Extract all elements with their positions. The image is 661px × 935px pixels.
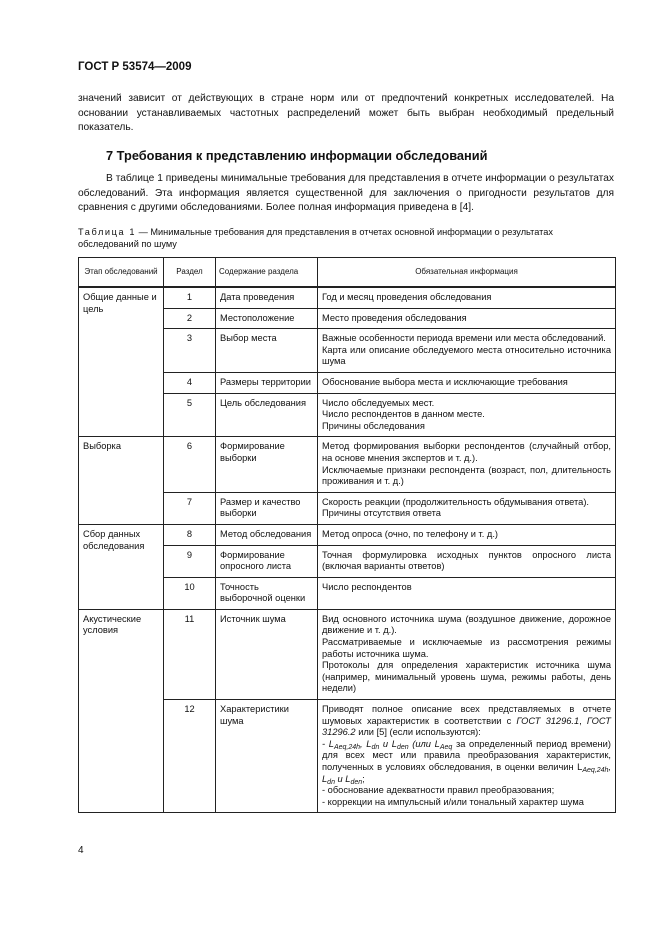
requirements-table — [78, 257, 616, 813]
section-number: 6 — [164, 437, 216, 492]
table-caption-text: — Минимальные требования для представления в отчетах основной информации о результатах обследований по шуму — [78, 227, 553, 250]
table-caption — [78, 226, 614, 250]
section-number: 8 — [164, 524, 216, 545]
header-info: Обязательная информация — [318, 258, 616, 288]
required-info: Обоснование выбора места и исключающие требования — [318, 372, 616, 393]
section-content: Метод обследования — [216, 524, 318, 545]
table-row — [79, 524, 616, 545]
required-info: Скорость реакции (продолжительность обдумывания ответа). Причины отсутствия ответа — [318, 492, 616, 524]
stage-cell: Сбор данных обследования — [79, 524, 164, 609]
required-info: Число респондентов — [318, 577, 616, 609]
required-info: Метод формирования выборки респондентов (случайный отбор, на основе мнения экспертов и т. д.). Исключаемые признаки респондента (возраст, пол, длительность проживания и т. д.) — [318, 437, 616, 492]
section-number: 10 — [164, 577, 216, 609]
section-content: Местоположение — [216, 308, 318, 329]
section-content: Характеристики шума — [216, 700, 318, 813]
section-title: 7 Требования к представлению информации обследований — [106, 148, 488, 163]
section-content: Точность выборочной оценки — [216, 577, 318, 609]
stage-cell: Выборка — [79, 437, 164, 525]
section-content: Размер и качество выборки — [216, 492, 318, 524]
table-row — [79, 609, 616, 699]
section-content: Размеры территории — [216, 372, 318, 393]
section-content: Формирование выборки — [216, 437, 318, 492]
intro-paragraph: значений зависит от действующих в стране норм или от предпочтений конкретных исследователей. На основании устанавливаемых частотных распределений может быть выбран необходимый предельный показатель. — [78, 93, 614, 134]
table-header-row — [79, 258, 616, 288]
required-info: Метод опроса (очно, по телефону и т. д.) — [318, 524, 616, 545]
page-number: 4 — [78, 845, 84, 856]
section-content: Источник шума — [216, 609, 318, 699]
required-info: Точная формулировка исходных пунктов опросного листа (включая варианты ответов) — [318, 545, 616, 577]
section-number: 9 — [164, 545, 216, 577]
header-content: Содержание раздела — [216, 258, 318, 288]
header-stage: Этап обследований — [79, 258, 164, 288]
stage-cell: Общие данные и цель — [79, 287, 164, 437]
section-number: 5 — [164, 393, 216, 437]
required-info: Год и месяц проведения обследования — [318, 287, 616, 308]
section-number: 11 — [164, 609, 216, 699]
required-info: Вид основного источника шума (воздушное движение, дорожное движение и т. д.). Рассматриваемые и исключаемые из рассмотрения режимы работы источника шума. Протоколы для определения характеристик источника шума (например, минимальный уровень шума, режимы работы, день недели) — [318, 609, 616, 699]
section-number: 4 — [164, 372, 216, 393]
required-info: Приводят полное описание всех представляемых в отчете шумовых характеристик в соответствии с ГОСТ 31296.1, ГОСТ 31296.2 или [5] (если используются): - $L_{Aeq,24h}$, $L_{dn}$ и $L_{den}$ (или $L_{Aeq}$ за определенный период времени) для всех мест или правила преобразования характеристик, полученных в условиях обследования, в оценки величин $L_{Aeq,24h}$, $L_{dn}$ и $L_{den}$; - обоснование адекватности правил преобразования; - коррекции на импульсный и/или тональный характер шума — [318, 700, 616, 813]
section-content: Цель обследования — [216, 393, 318, 437]
section-number: 3 — [164, 329, 216, 373]
section-number: 2 — [164, 308, 216, 329]
required-info: Число обследуемых мест. Число респондентов в данном месте. Причины обследования — [318, 393, 616, 437]
required-info: Важные особенности периода времени или места обследований. Карта или описание обследуемого места относительно источника шума — [318, 329, 616, 373]
table-row — [79, 287, 616, 308]
section-number: 7 — [164, 492, 216, 524]
section-content: Выбор места — [216, 329, 318, 373]
table-row — [79, 437, 616, 492]
section-content: Дата проведения — [216, 287, 318, 308]
table-caption-label: Таблица 1 — [78, 227, 137, 237]
section-content: Формирование опросного листа — [216, 545, 318, 577]
stage-cell: Акустические условия — [79, 609, 164, 813]
section-paragraph: В таблице 1 приведены минимальные требования для представления в отчете информации о результатах обследований. Эта информация является существенной для заключения о пригодности результатов для сравнения с другими обследованиями. Более полная информация приведена в [4]. — [78, 173, 614, 214]
document-code: ГОСТ Р 53574—2009 — [78, 61, 192, 73]
header-section: Раздел — [164, 258, 216, 288]
required-info: Место проведения обследования — [318, 308, 616, 329]
section-number: 12 — [164, 700, 216, 813]
section-number: 1 — [164, 287, 216, 308]
